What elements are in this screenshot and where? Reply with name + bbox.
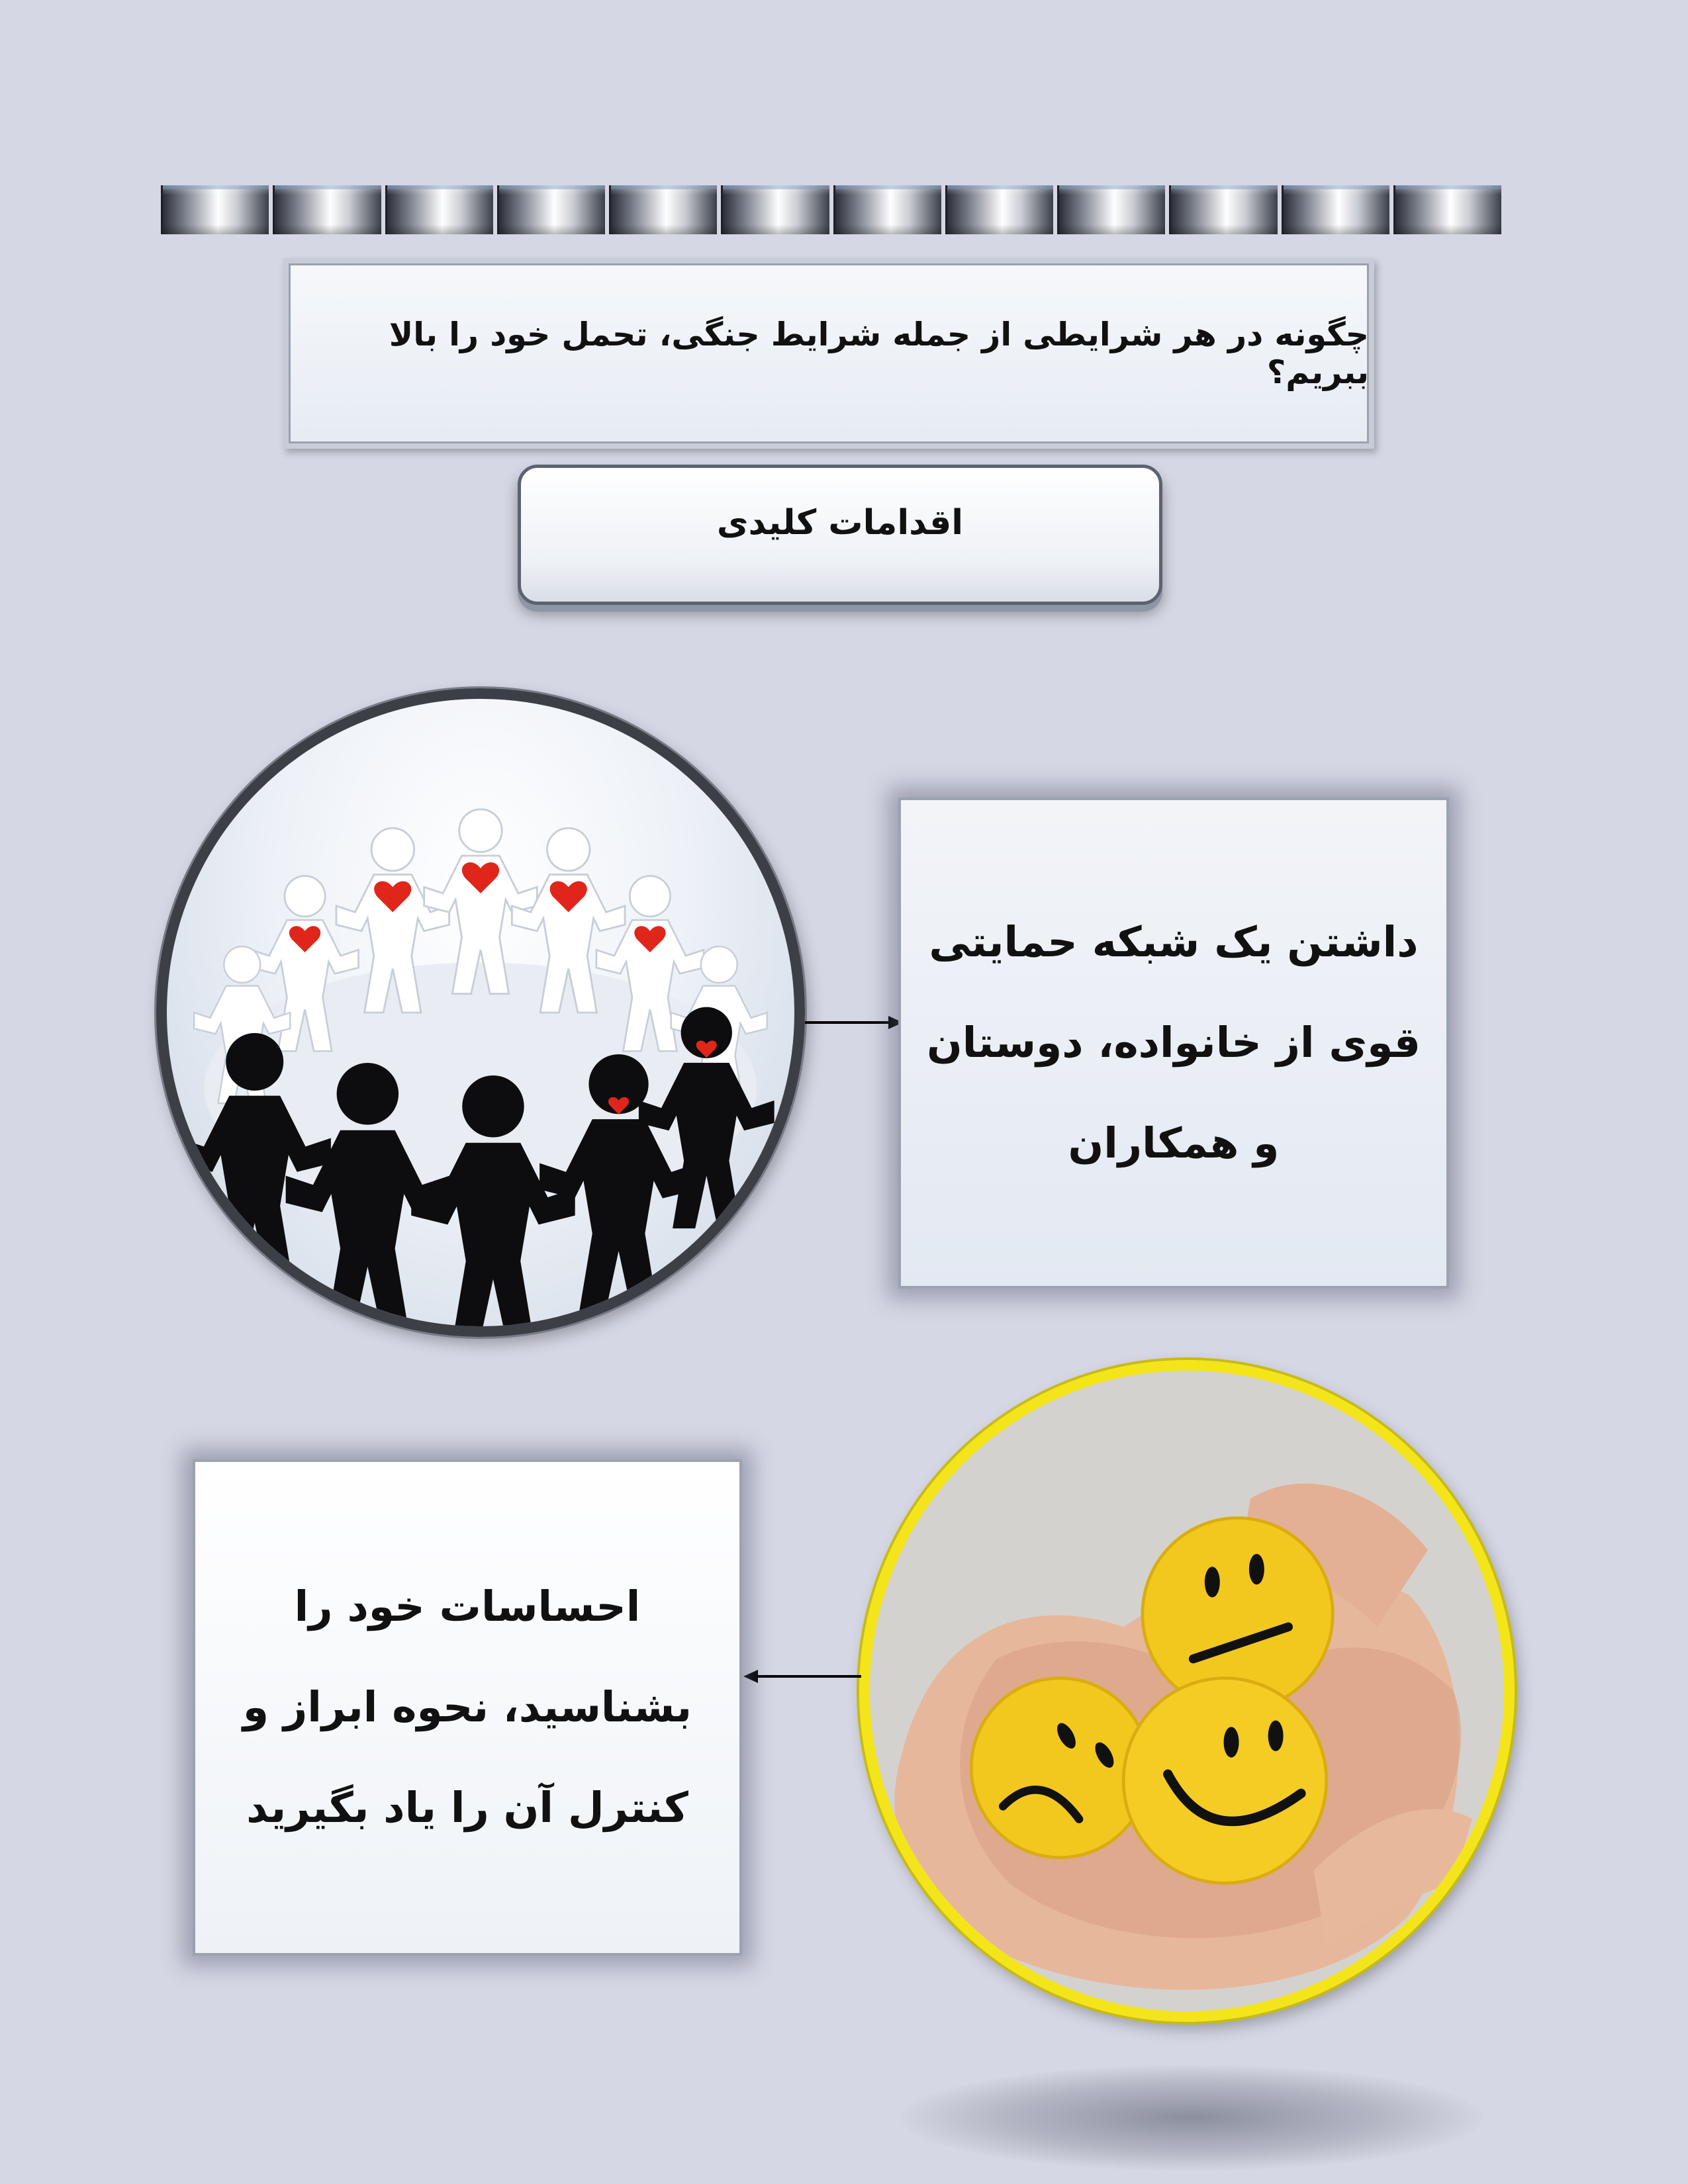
title-box [283,258,1374,449]
emoji-faces-in-hands-image [859,1360,1515,2022]
decorative-shadow [900,2065,1483,2171]
page-title: چگونه در هر شرایطی از جمله شرایط جنگی، تحمل خود را بالا ببریم؟ [389,316,1369,391]
decorative-header-band [161,185,1501,234]
section-label: اقدامات کلیدی [716,503,964,543]
arrow-left-icon [742,1666,861,1686]
paper-people-circle-image [156,688,805,1337]
arrow-right-icon [805,1013,904,1032]
support-network-card [898,797,1449,1289]
support-network-text: داشتن یک شبکه حمایتی قوی از خانواده، دوستان و همکاران [926,918,1421,1167]
emotions-card [193,1459,742,1956]
emotions-text: احساسات خود را بشناسید، نحوه ابراز و کنترل آن را یاد بگیرید [242,1582,692,1832]
section-label-box [518,465,1162,605]
